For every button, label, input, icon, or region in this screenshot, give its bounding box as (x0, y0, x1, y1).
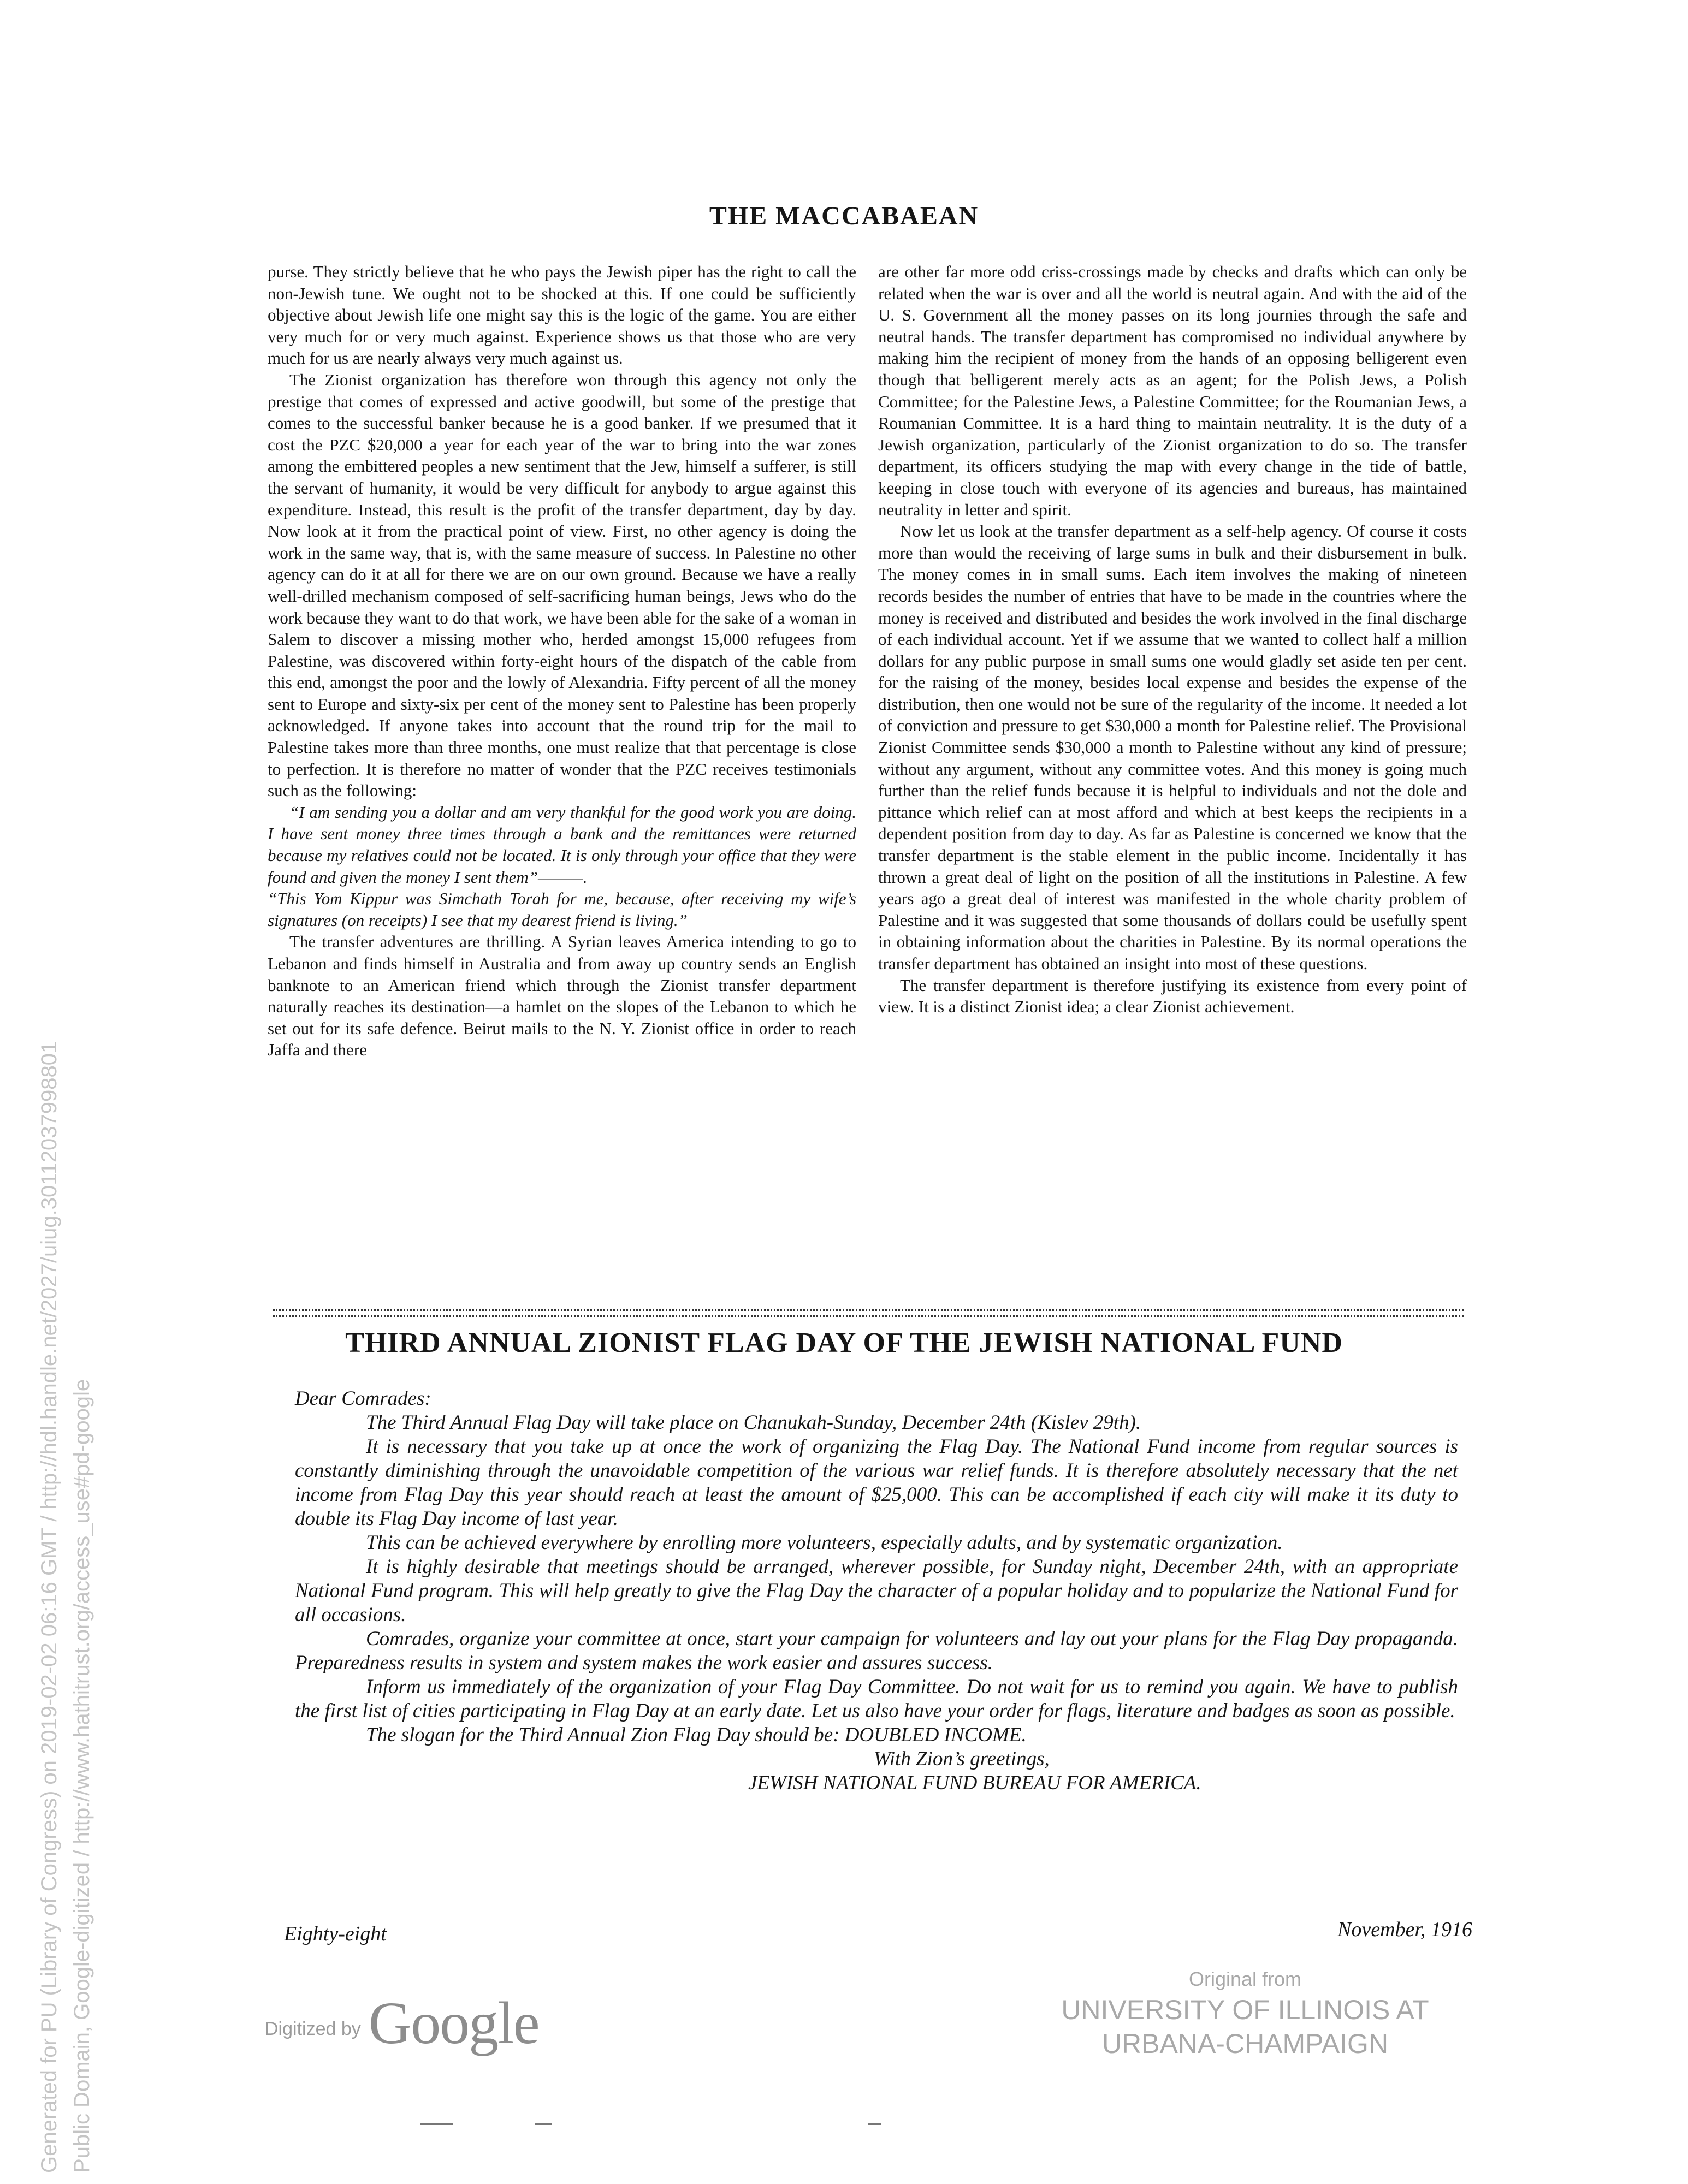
institution-line-2: URBANA-CHAMPAIGN (1101, 2028, 1389, 2059)
notice-heading: THIRD ANNUAL ZIONIST FLAG DAY OF THE JEWISH NATIONAL FUND (345, 1327, 1343, 1358)
right-column (878, 261, 1467, 1298)
notice-salutation: Dear Comrades: (295, 1387, 431, 1410)
notice-closing: With Zion’s greetings, (874, 1748, 1050, 1770)
digitized-by-label: Digitized by (265, 2019, 361, 2039)
notice-paragraph-1: The Third Annual Flag Day will take place on Chanukah-Sunday, December 24th (Kislev 29th). (366, 1411, 1141, 1434)
digitized-by-watermark (265, 1987, 539, 2056)
notice-letter (295, 1387, 1458, 1795)
notice-paragraph-2: It is necessary that you take up at once the work of organizing the Flag Day. The National Fund income from regular sources is constantly diminishing through the unavoidable competition of the various war relief funds. It is therefore absolutely necessary that the net income from Flag Day this year should reach at least the amount of $25,000. This can be accomplished if each city will make it its duty to double its Flag Day income of last year. (295, 1435, 1458, 1530)
left-paragraph-1: purse. They strictly believe that he who pays the Jewish piper has the right to call the non-Jewish tune. We ought not to be shocked at this. If one could be sufficiently objective about Jewish life one might say this is the logic of the game. You are either very much for or very much against. Experience shows us that those who are very much for us are nearly always very much against us. (268, 262, 856, 368)
section-divider (273, 1309, 1464, 1317)
scan-mark (535, 2123, 552, 2125)
notice-signature: JEWISH NATIONAL FUND BUREAU FOR AMERICA. (748, 1772, 1201, 1794)
testimonial-1: “I am sending you a dollar and am very thankful for the good work you are doing. I have sent money three times through a bank and the remittances were returned because my relatives could not be located. It is only through your office that they were found and given the money I sent them”———. (268, 802, 856, 887)
left-paragraph-3: The transfer adventures are thrilling. A Syrian leaves America intending to go to Lebanon and finds himself in Australia and from away up country sends an English banknote to an American friend which through the Zionist transfer department naturally reaches its destination—a hamlet on the slopes of the Lebanon to which he set out for its safe defence. Beirut mails to the N. Y. Zionist office in order to reach Jaffa and there (268, 932, 856, 1060)
generation-stamp-line-1: Generated for PU (Library of Congress) on 2019-02-02 06:16 GMT / http://hdl.handle.net/2027/uiug.30112037998801 (37, 1041, 61, 2173)
right-paragraph-1: are other far more odd criss-crossings made by checks and drafts which can only be related when the war is over and all the world is neutral again. And with the aid of the U. S. Government all the money passes on its long journies through the safe and neutral hands. The transfer department has compromised no individual anywhere by making him the recipient of money from the hands of an opposing belligerent even though that belligerent merely acts as an agent; for the Polish Jews, a Polish Committee; for the Palestine Jews, a Palestine Committee; for the Roumanian Jews, a Roumanian Committee. It is a hard thing to maintain neutrality. It is the duty of a Jewish organization, particularly of the Zionist organization to do so. The transfer department, its officers studying the map with every change in the tide of battle, keeping in close touch with everyone of its agencies and bureaus, has maintained neutrality in letter and spirit. (878, 262, 1467, 519)
generation-stamp-line-2: Public Domain, Google-digitized / http://www.hathitrust.org/access_use#pd-google (70, 1379, 94, 2173)
testimonial-2: “This Yom Kippur was Simchath Torah for me, because, after receiving my wife’s signatures (on receipts) I see that my dearest friend is living.” (268, 889, 856, 930)
google-logo: Google (368, 1990, 539, 2056)
notice-paragraph-5: Comrades, organize your committee at once, start your campaign for volunteers and lay out your plans for the Flag Day propaganda. Preparedness results in system and system makes the work easier and assures success. (295, 1628, 1458, 1674)
left-column (268, 261, 856, 1298)
right-paragraph-3: The transfer department is therefore justifying its existence from every point of view. It is a distinct Zionist idea; a clear Zionist achievement. (878, 975, 1467, 1017)
right-paragraph-2: Now let us look at the transfer department as a self-help agency. Of course it costs more than would the receiving of large sums in bulk and their disbursement in bulk. The money comes in in small sums. Each item involves the making of nineteen records besides the number of entries that have to be made in the countries where the money is received and distributed and besides the work involved in the final discharge of each individual account. Yet if we assume that we wanted to collect half a million dollars for any public purpose in small sums one would gladly set aside ten per cent. for the raising of the money, besides local expense and besides the expense of the distribution, then one would not be sure of the regularity of the income. It needed a lot of conviction and pressure to get $30,000 a month for Palestine relief. The Provisional Zionist Committee sends $30,000 a month to Palestine without any kind of pressure; without any argument, without any committee votes. And this money is going much further than the relief funds because it is helpful to individuals and not the dole and pittance which relief can at most afford and which at best keeps the recipients in a dependent position from day to day. As far as Palestine is concerned we know that the transfer department is the stable element in the public income. Incidentally it has thrown a great deal of light on the position of all the institutions in Palestine. A few years ago a great deal of interest was manifested in the whole charity problem of Palestine and it was suggested that some thousands of dollars could be usefully spent in obtaining information about the charities in Palestine. By its normal operations the transfer department has obtained an insight into most of these questions. (878, 521, 1467, 973)
institution-line-1: UNIVERSITY OF ILLINOIS AT (1061, 1995, 1429, 2025)
notice-paragraph-3: This can be achieved everywhere by enrolling more volunteers, especially adults, and by systematic organization. (366, 1532, 1283, 1554)
page-number: Eighty-eight (284, 1922, 387, 1945)
page-title: THE MACCABAEAN (709, 201, 979, 230)
notice-paragraph-7: The slogan for the Third Annual Zion Flag Day should be: DOUBLED INCOME. (366, 1724, 1027, 1746)
generation-stamp (33, 535, 98, 2173)
original-from-label: Original from (1188, 1968, 1302, 1990)
issue-date: November, 1916 (1337, 1918, 1472, 1941)
scan-mark (420, 2123, 453, 2125)
notice-paragraph-4: It is highly desirable that meetings should be arranged, wherever possible, for Sunday night, December 24th, with an appropriate National Fund program. This will help greatly to give the Flag Day the character of a popular holiday and to popularize the National Fund for all occasions. (295, 1556, 1458, 1626)
original-from-watermark (1038, 1966, 1453, 2061)
left-paragraph-2: The Zionist organization has therefore won through this agency not only the prestige that comes of expressed and active goodwill, but some of the prestige that comes to the successful banker because he is a good banker. If we presumed that it cost the PZC $20,000 a year for each year of the war to bring into the war zones among the embittered peoples a new sentiment that the Jew, himself a sufferer, is still the servant of humanity, it would be very difficult for anybody to argue against this expenditure. Instead, this result is the profit of the transfer department, day by day. Now look at it from the practical point of view. First, no other agency is doing the work in the same way, that is, with the same measure of success. In Palestine no other agency can do it at all for there we are on our own ground. Because we have a really well-drilled mechanism composed of self-sacrificing human beings, Jews who do the work because they want to do that work, we have been able for the sake of a woman in Salem to discover a missing mother who, herded amongst 15,000 refugees from Palestine, was discovered within forty-eight hours of the dispatch of the cable from this end, amongst the poor and the lowly of Alexandria. Fifty percent of all the money sent to Europe and sixty-six per cent of the money sent to Palestine has been properly acknowledged. If anyone takes into account that the round trip for the mail to Palestine takes more than three months, one must realize that that percentage is close to perfection. It is therefore no matter of wonder that the PZC receives testimonials such as the following: (268, 370, 856, 800)
notice-paragraph-6: Inform us immediately of the organization of your Flag Day Committee. Do not wait for us to remind you again. We have to publish the first list of cities participating in Flag Day at an early date. Let us also have your order for flags, literature and badges as soon as possible. (295, 1676, 1458, 1722)
scan-mark (868, 2123, 881, 2125)
